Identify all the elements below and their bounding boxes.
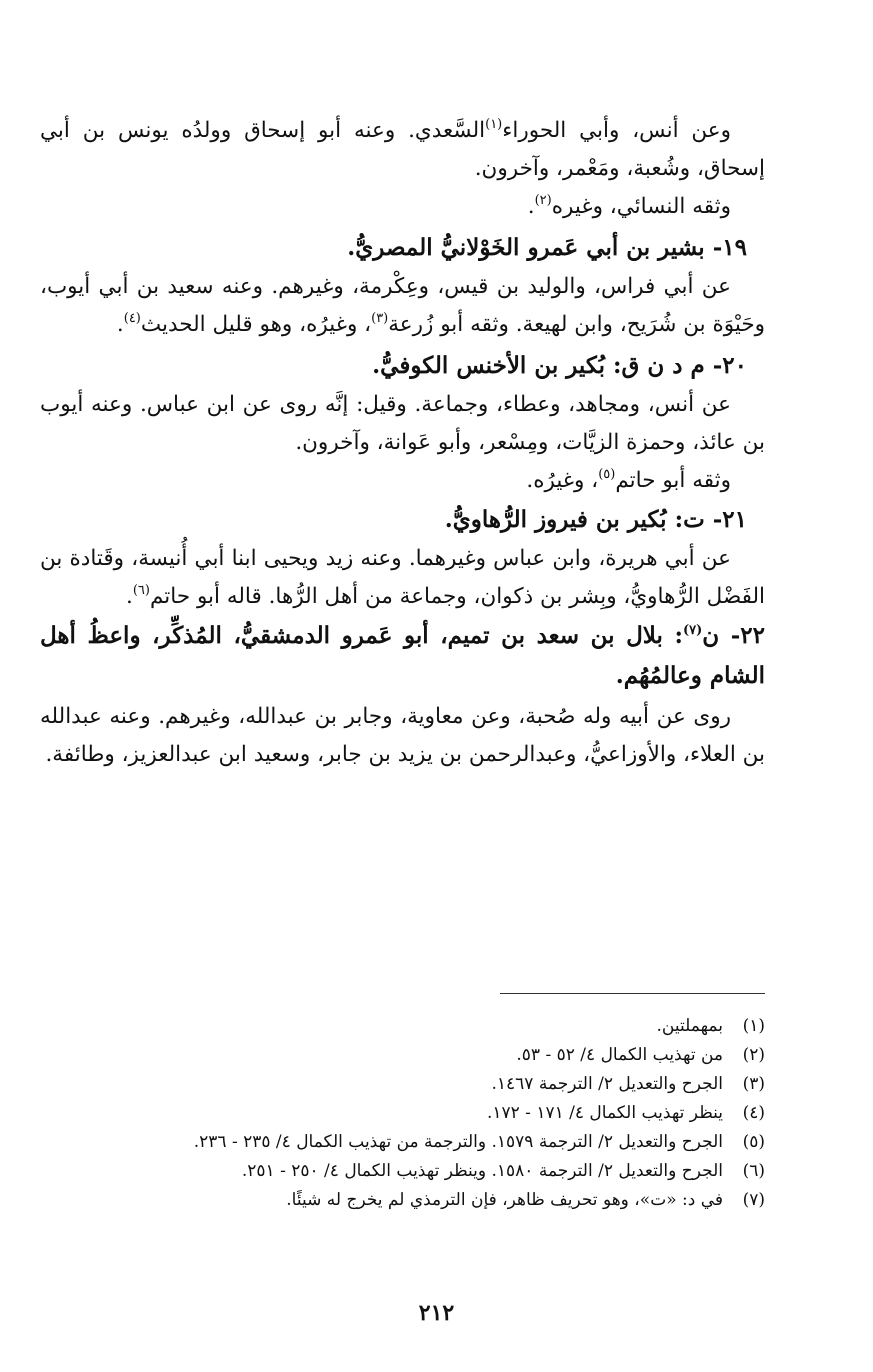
entry-heading: ٢١- ت: بُكير بن فيروز الرُّهاويُّ. — [444, 506, 747, 533]
paragraph: وثقه النسائي، وغيره$^{(٢)}$. — [527, 193, 731, 219]
footnote-ref[interactable]: (٢) — [534, 193, 552, 208]
footnote-number: (٦) — [742, 1161, 765, 1181]
footnote — [65, 1041, 765, 1070]
entry-heading: ٢٢- ن$^{(٧)}$: بلال بن سعد بن تميم، أبو عَمرو الدمشقيُّ، المُذكِّر، واعظُ أهل الشام وعالمُهُم. — [40, 622, 765, 689]
entry-heading: ١٩- بشير بن أبي عَمرو الخَوْلانيُّ المصريُّ. — [347, 234, 747, 261]
footnote-text: ينظر تهذيب الكمال ٤/ ١٧١ - ١٧٢. — [486, 1103, 723, 1123]
paragraph: روى عن أبيه وله صُحبة، وعن معاوية، وجابر بن عبدالله، وغيرهم. وعنه عبدالله بن العلاء، والأوزاعيُّ، وعبدالرحمن بن يزيد بن جابر، وسعيد ابن عبدالعزيز، وطائفة. — [40, 704, 765, 767]
main-text — [40, 112, 765, 774]
footnotes — [65, 1012, 765, 1215]
footnote-divider — [500, 993, 765, 994]
page-number: ٢١٢ — [418, 1300, 455, 1326]
footnote-ref[interactable]: (١) — [485, 117, 503, 132]
footnote-text: في د: «ت»، وهو تحريف ظاهر، فإن الترمذي لم يخرج له شيئًا. — [286, 1190, 723, 1210]
footnote-ref[interactable]: (٤) — [123, 311, 141, 326]
footnote-ref[interactable]: (٦) — [132, 583, 150, 598]
footnote-number: (٧) — [742, 1190, 765, 1210]
footnote-ref[interactable]: (٥) — [598, 467, 616, 482]
footnote-text: بمهملتين. — [656, 1016, 723, 1036]
paragraph: عن أنس، ومجاهد، وعطاء، وجماعة. وقيل: إنَّه روى عن ابن عباس. وعنه أيوب بن عائذ، وحمزة الزيَّات، ومِسْعر، وأبو عَوانة، وآخرون. — [40, 392, 765, 455]
footnote — [65, 1157, 765, 1186]
paragraph: وثقه أبو حاتم$^{(٥)}$، وغيرُه. — [526, 467, 731, 493]
paragraph: وعن أنس، وأبي الحوراء$^{(١)}$السَّعدي. وعنه أبو إسحاق وولدُه يونس بن أبي إسحاق، وشُعبة، ومَعْمر، وآخرون. — [40, 117, 765, 181]
footnote-number: (٣) — [742, 1074, 765, 1094]
paragraph: عن أبي فراس، والوليد بن قيس، وعِكْرمة، وغيرهم. وعنه سعيد بن أبي أيوب، وحَيْوَة بن شُرَيح، وابن لهيعة. وثقه أبو زُرعة$^{(٣)}$، وغيرُه، وهو قليل الحديث$^{(٤)}$. — [40, 274, 765, 337]
footnote-text: الجرح والتعديل ٢/ الترجمة ١٥٧٩. والترجمة من تهذيب الكمال ٤/ ٢٣٥ - ٢٣٦. — [193, 1132, 723, 1152]
footnote — [65, 1128, 765, 1157]
footnote-ref[interactable]: (٣) — [371, 311, 389, 326]
footnote-text: من تهذيب الكمال ٤/ ٥٢ - ٥٣. — [516, 1045, 723, 1065]
footnote-number: (٥) — [742, 1132, 765, 1152]
footnote-number: (٤) — [742, 1103, 765, 1123]
footnote — [65, 1012, 765, 1041]
footnote-text: الجرح والتعديل ٢/ الترجمة ١٥٨٠. وينظر تهذيب الكمال ٤/ ٢٥٠ - ٢٥١. — [241, 1161, 723, 1181]
paragraph: عن أبي هريرة، وابن عباس وغيرهما. وعنه زيد ويحيى ابنا أبي أُنيسة، وقَتادة بن الفَضْل الرُّهاويُّ، وبِشر بن ذكوان، وجماعة من أهل الرُّها. قاله أبو حاتم$^{(٦)}$. — [40, 546, 765, 609]
footnote-ref[interactable]: (٧) — [682, 623, 703, 638]
footnote — [65, 1099, 765, 1128]
footnote — [65, 1186, 765, 1215]
footnote — [65, 1070, 765, 1099]
footnote-number: (١) — [742, 1016, 765, 1036]
footnote-number: (٢) — [742, 1045, 765, 1065]
footnote-text: الجرح والتعديل ٢/ الترجمة ١٤٦٧. — [491, 1074, 723, 1094]
entry-heading: ٢٠- م د ن ق: بُكير بن الأخنس الكوفيُّ. — [372, 352, 747, 379]
